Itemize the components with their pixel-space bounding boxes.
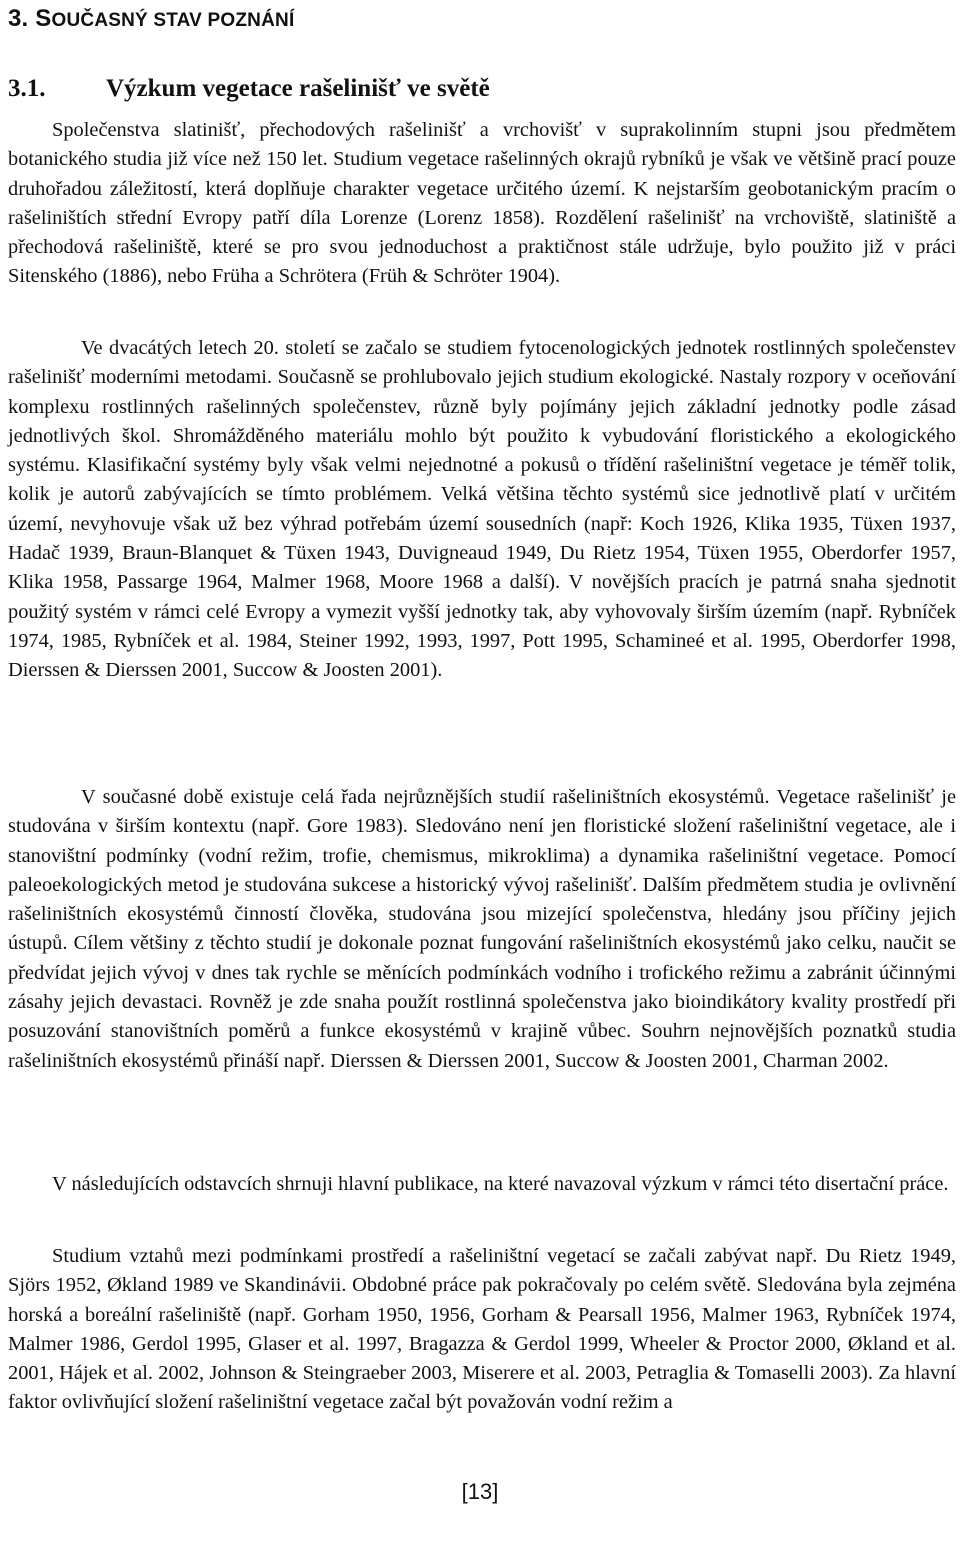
section-heading: [8, 74, 490, 104]
chapter-number: 3. S: [8, 5, 52, 32]
paragraph-1: Společenstva slatinišť, přechodových rašelinišť a vrchovišť v suprakolinním stupni jsou předmětem botanického studia již více než 150 let. Studium vegetace rašelinných okrajů rybníků je však ve většině prací pouze druhořadou záležitostí, která doplňuje charakter vegetace určitého území. K nejstarším geobotanickým pracím o rašeliništích střední Evropy patří díla Lorenze (Lorenz 1858). Rozdělení rašelinišť na vrchoviště, slatiniště a přechodová rašeliniště, které se pro svou jednoduchost a praktičnost stále udržuje, bylo použito již v práci Sitenského (1886), nebo Früha a Schrötera (Früh & Schröter 1904).: [8, 119, 956, 288]
page-number: [13]: [461, 1479, 499, 1504]
paragraph-3: V současné době existuje celá řada nejrůznějších studií rašeliništních ekosystémů. Vegetace rašelinišť je studována v širším kontextu (např. Gore 1983). Sledováno není jen floristické složení rašeliništní vegetace, ale i stanovištní podmínky (vodní režim, trofie, chemismus, mikroklima) a dynamika rašeliništní vegetace. Pomocí paleoekologických metod je studována sukcese a historický vývoj rašelinišť. Dalším předmětem studia je ovlivnění rašeliništních ekosystémů činností člověka, studována jsou mizející společenstva, hledány jsou příčiny jejich ústupů. Cílem většiny z těchto studií je dokonale poznat fungování rašeliništních ekosystémů jako celku, naučit se předvídat jejich vývoj v dnes tak rychle se měnících podmínkách vodního i trofického režimu a zabránit účinnými zásahy jejich devastaci. Rovněž je zde snaha použít rostlinná společenstva jako bioindikátory kvality prostředí při posuzování stanovištních poměrů a funkce ekosystémů v krajině vůbec. Souhrn nejnovějších poznatků studia rašeliništních ekosystémů přináší např. Dierssen & Dierssen 2001, Succow & Joosten 2001, Charman 2002.: [8, 786, 956, 1072]
section-number: 3.1.: [8, 75, 46, 102]
section-title: Výzkum vegetace rašelinišť ve světě: [106, 75, 490, 102]
chapter-title: OUČASNÝ STAV POZNÁNÍ: [51, 10, 295, 31]
chapter-heading: [8, 4, 294, 36]
paragraph-4: V následujících odstavcích shrnuji hlavní publikace, na které navazoval výzkum v rámci této disertační práce.: [52, 1173, 949, 1195]
paragraph-2: Ve dvacátých letech 20. století se začalo se studiem fytocenologických jednotek rostlinných společenstev rašelinišť moderními metodami. Současně se prohlubovalo jejich studium ekologické. Nastaly rozpory v oceňování komplexu rostlinných rašelinných společenstev, různě byly pojímány jejich základní jednotky podle zásad jednotlivých škol. Shromážděného materiálu mohlo být použito k vybudování floristického a ekologického systému. Klasifikační systémy byly však velmi nejednotné a pokusů o třídění rašeliništní vegetace je téměř tolik, kolik je autorů zabývajících se tímto problémem. Velká většina těchto systémů sice jednotlivě platí v určitém území, nevyhovuje však už bez výhrad potřebám území sousedních (např: Koch 1926, Klika 1935, Tüxen 1937, Hadač 1939, Braun-Blanquet & Tüxen 1943, Duvigneaud 1949, Du Rietz 1954, Tüxen 1955, Oberdorfer 1957, Klika 1958, Passarge 1964, Malmer 1968, Moore 1968 a další). V novějších pracích je patrná snaha sjednotit použitý systém v rámci celé Evropy a vymezit vyšší jednotky tak, aby vyhovovaly širším územím (např. Rybníček 1974, 1985, Rybníček et al. 1984, Steiner 1992, 1993, 1997, Pott 1995, Schamineé et al. 1995, Oberdorfer 1998, Dierssen & Dierssen 2001, Succow & Joosten 2001).: [8, 337, 956, 682]
paragraph-5: Studium vztahů mezi podmínkami prostředí a rašeliništní vegetací se začali zabývat např. Du Rietz 1949, Sjörs 1952, Økland 1989 ve Skandinávii. Obdobné práce pak pokračovaly po celém světě. Sledována byla zejména horská a boreální rašeliniště (např. Gorham 1950, 1956, Gorham & Pearsall 1956, Malmer 1963, Rybníček 1974, Malmer 1986, Gerdol 1995, Glaser et al. 1997, Bragazza & Gerdol 1999, Wheeler & Proctor 2000, Økland et al. 2001, Hájek et al. 2002, Johnson & Steingraeber 2003, Miserere et al. 2003, Petraglia & Tomaselli 2003). Za hlavní faktor ovlivňující složení rašeliništní vegetace začal být považován vodní režim a: [8, 1245, 956, 1414]
